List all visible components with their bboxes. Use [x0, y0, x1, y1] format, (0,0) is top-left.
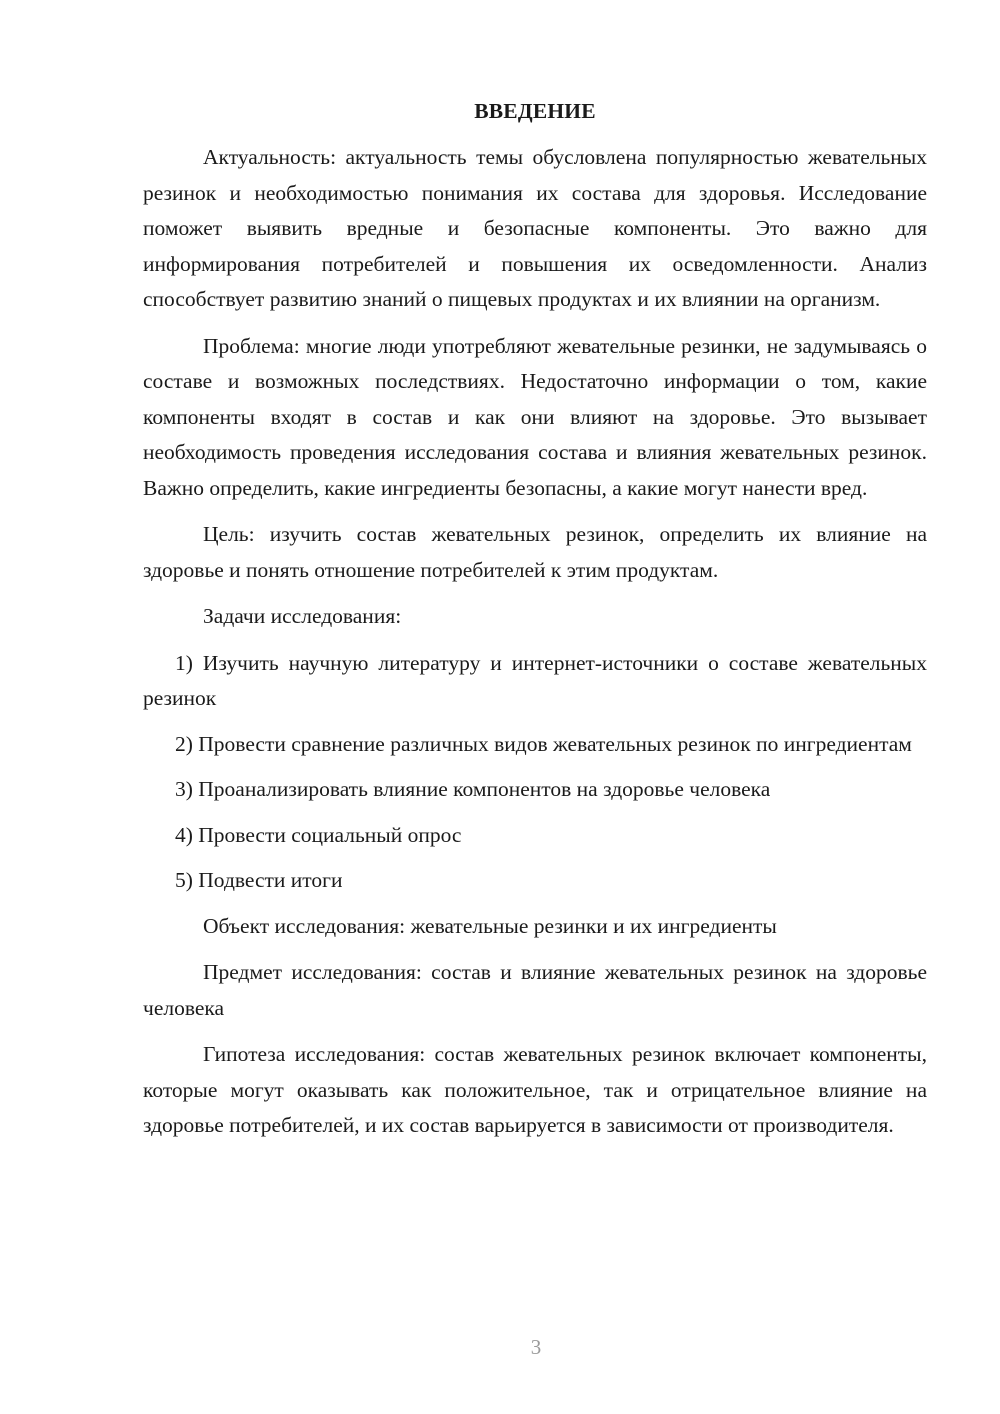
task-item: 3) Проанализировать влияние компонентов на здоровье человека: [175, 777, 771, 801]
goal-paragraph: Цель: изучить состав жевательных резинок, определить их влияние на здоровье и понять отношение потребителей к этим продуктам.: [143, 522, 927, 582]
subject-paragraph: Предмет исследования: состав и влияние жевательных резинок на здоровье человека: [143, 960, 927, 1020]
task-item: 4) Провести социальный опрос: [175, 822, 462, 847]
page-number: 3: [530, 1335, 542, 1359]
object-paragraph: Объект исследования: жевательные резинки и их ингредиенты: [203, 913, 777, 938]
relevance-paragraph: Актуальность: актуальность темы обусловлена популярностью жевательных резинок и необходимостью понимания их состава для здоровья. Исследование поможет выявить вредные и безопасные компоненты. Это важно для информирования потребителей и повышения их осведомленности. Анализ способствует развитию знаний о пищевых продуктах и их влиянии на организм.: [143, 145, 927, 311]
hypothesis-paragraph: Гипотеза исследования: состав жевательных резинок включает компоненты, которые могут оказывать как положительное, так и отрицательное влияние на здоровье потребителей, и их состав варьируется в зависимости от производителя.: [143, 1042, 927, 1137]
task-item: 5) Подвести итоги: [175, 868, 343, 892]
problem-paragraph: Проблема: многие люди употребляют жевательные резинки, не задумываясь о составе и возможных последствиях. Недостаточно информации о том, какие компоненты входят в состав и как они влияют на здоровье. Это вызывает необходимость проведения исследования состава и влияния жевательных резинок. Важно определить, какие ингредиенты безопасны, а какие могут нанести вред.: [143, 333, 927, 500]
task-item: 1) Изучить научную литературу и интернет-источники о составе жевательных резинок: [143, 650, 927, 710]
section-title: ВВЕДЕНИЕ: [474, 99, 596, 123]
page-body: [143, 94, 927, 1155]
task-item: 2) Провести сравнение различных видов жевательных резинок по ингредиентам: [175, 731, 912, 756]
tasks-heading: Задачи исследования:: [203, 604, 402, 628]
